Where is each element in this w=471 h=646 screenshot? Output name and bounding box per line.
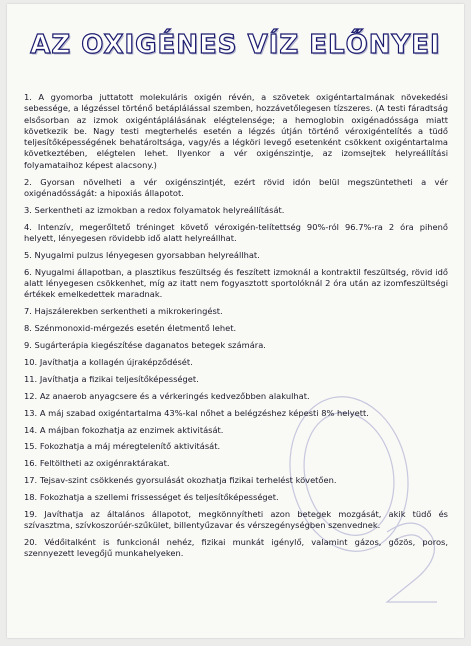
- list-item: 17. Tejsav-szint csökkenés gyorsulását okozhatja fizikai terhelést követően.: [24, 475, 337, 486]
- list-item: 1. A gyomorba juttatott molekuláris oxigén révén, a szövetek oxigéntartalmának növekedési sebessége, a légzéssel történő betáplálással szemben, hozzávetőlegesen tízszeres. (A testi fáradtság elsősorban az izmok oxigéntáplálásának elégtelensége; a hemoglobin oxigénadóssága miatt következik be. Nagy testi megterhelés esetén a légzés útján történő vérоxigéntelítés a tüdő teljesítőképességének behatároltsága, vagy/és a légköri levegő esetenként csökkent oxigéntartalma következtében, elégtelen lehet. Ilyenkor a vér oxigénszintje, az izomsejtek helyreállítási folyamataihoz képest alacsony.): [24, 92, 448, 170]
- list-item: 6. Nyugalmi állapotban, a plasztikus feszültség és feszített izmoknál a kontraktil feszültség, rövid idő alatt lényegesen csökkenhet, míg az itatt nem fogyasztott sportolóknál 2 óra után az izomfeszültségi értékek emelkedettek maradnak.: [24, 266, 448, 300]
- list-item: 14. A májban fokozhatja az enzimek aktivitását.: [24, 424, 224, 435]
- list-item: 13. A máj szabad oxigéntartalma 43%-kal nőhet a belégzéshez képesti 8% helyett.: [24, 407, 369, 418]
- benefits-list: [24, 92, 448, 565]
- list-item: 4. Intenzív, megerőltető tréninget követő véroxigén-telítettség 90%-ról 96.7%-ra 2 óra pihenő helyett, lényegesen rövidebb idő alatt helyreállhat.: [24, 221, 448, 244]
- list-item: 3. Serkentheti az izmokban a redox folyamatok helyreállítását.: [24, 204, 285, 215]
- list-item: 15. Fokozhatja a máj méregtelenítő aktivitását.: [24, 441, 221, 452]
- list-item: 10. Javíthatja a kollagén újraképződését.: [24, 356, 193, 367]
- list-item: 2. Gyorsan növelheti a vér oxigénszintjét, ezért rövid idón belül megszüntetheti a vér oxigénadósságát: a hipoxiás állapotot.: [24, 176, 448, 198]
- list-item: 19. Javíthatja az általános állapotot, megkönnyítheti azon betegek mozgását, akik tüdő és szívasztma, szívkoszorúér-szűkület, billentyűzavar és vérszegénységben szenvednek.: [24, 509, 448, 531]
- list-item: 11. Javíthatja a fizikai teljesítőképességet.: [24, 373, 199, 384]
- document-page: [7, 4, 464, 638]
- page-title: AZ OXIGÉNES VÍZ ELŐNYEI: [30, 30, 441, 60]
- list-item: 12. Az anaerob anyagcsere és a vérkeringés kedvezőbben alakulhat.: [24, 390, 310, 401]
- list-item: 16. Feltöltheti az oxigénraktárakat.: [24, 458, 170, 469]
- list-item: 9. Sugárterápia kiegészítése daganatos betegek számára.: [24, 340, 266, 351]
- list-item: 8. Szénmonoxid-mérgezés esetén életmentő lehet.: [24, 323, 237, 334]
- list-item: 5. Nyugalmi pulzus lényegesen gyorsabban helyreállhat.: [24, 249, 260, 260]
- list-item: 7. Hajszálerekben serkentheti a mikrokeringést.: [24, 306, 223, 317]
- list-item: 20. Védőitalként is funkcionál nehéz, fizikai munkát igénylő, valamint gázos, gőzös, poros, szennyezett levegőjű munkahelyeken.: [24, 537, 448, 559]
- list-item: 18. Fokozhatja a szellemi frissességet és teljesítőképességet.: [24, 492, 279, 503]
